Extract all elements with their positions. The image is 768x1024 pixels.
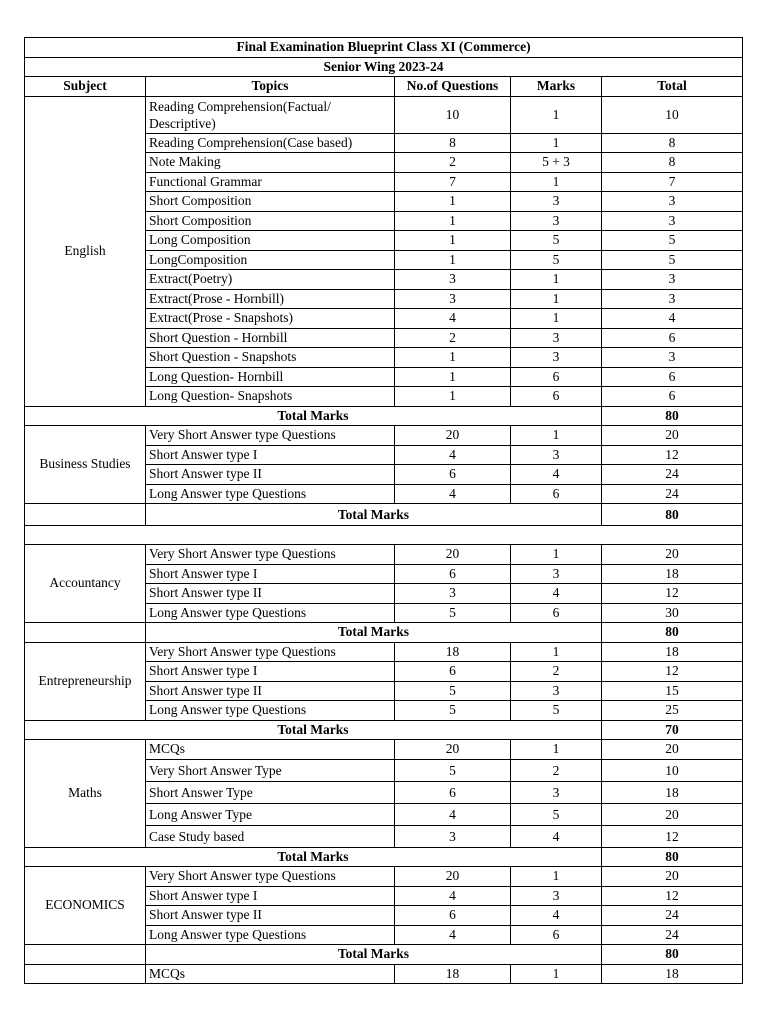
table-row bbox=[25, 642, 743, 662]
subject-cell bbox=[25, 964, 146, 984]
marks-cell: 1 bbox=[511, 270, 602, 290]
questions-cell: 5 bbox=[395, 759, 511, 781]
marks-cell: 3 bbox=[511, 348, 602, 368]
topic-cell: Short Answer type II bbox=[146, 465, 395, 485]
marks-cell: 6 bbox=[511, 484, 602, 504]
questions-cell: 4 bbox=[395, 803, 511, 825]
topic-cell: Case Study based bbox=[146, 825, 395, 847]
total-cell: 10 bbox=[602, 96, 743, 133]
total-marks-row bbox=[25, 623, 743, 643]
blueprint-table bbox=[24, 37, 743, 984]
marks-cell: 1 bbox=[511, 642, 602, 662]
topic-cell: Reading Comprehension(Factual/ Descriptive) bbox=[146, 96, 395, 133]
marks-cell: 1 bbox=[511, 289, 602, 309]
total-cell: 24 bbox=[602, 906, 743, 926]
topic-cell: Short Answer Type bbox=[146, 781, 395, 803]
questions-cell: 20 bbox=[395, 740, 511, 760]
header-subject: Subject bbox=[25, 77, 146, 97]
marks-cell: 1 bbox=[511, 545, 602, 565]
topic-cell: Short Answer type II bbox=[146, 906, 395, 926]
total-cell: 15 bbox=[602, 681, 743, 701]
total-cell: 8 bbox=[602, 133, 743, 153]
topic-cell: Short Answer type I bbox=[146, 564, 395, 584]
total-cell: 6 bbox=[602, 387, 743, 407]
questions-cell: 1 bbox=[395, 367, 511, 387]
total-marks-value: 70 bbox=[602, 720, 743, 740]
topic-cell: Short Answer type I bbox=[146, 886, 395, 906]
topic-cell: Long Answer type Questions bbox=[146, 925, 395, 945]
table-row bbox=[25, 545, 743, 565]
marks-cell: 5 bbox=[511, 803, 602, 825]
header-no-of-questions: No.of Questions bbox=[395, 77, 511, 97]
total-cell: 10 bbox=[602, 759, 743, 781]
questions-cell: 3 bbox=[395, 270, 511, 290]
total-cell: 30 bbox=[602, 603, 743, 623]
marks-cell: 3 bbox=[511, 886, 602, 906]
total-cell: 4 bbox=[602, 309, 743, 329]
total-cell: 12 bbox=[602, 584, 743, 604]
total-cell: 3 bbox=[602, 270, 743, 290]
questions-cell: 18 bbox=[395, 964, 511, 984]
topic-cell: Long Question- Snapshots bbox=[146, 387, 395, 407]
total-cell: 20 bbox=[602, 867, 743, 887]
questions-cell: 5 bbox=[395, 603, 511, 623]
questions-cell: 6 bbox=[395, 906, 511, 926]
total-cell: 12 bbox=[602, 825, 743, 847]
questions-cell: 8 bbox=[395, 133, 511, 153]
header-topics: Topics bbox=[146, 77, 395, 97]
total-marks-label: Total Marks bbox=[25, 847, 602, 867]
total-cell: 20 bbox=[602, 545, 743, 565]
questions-cell: 1 bbox=[395, 250, 511, 270]
questions-cell: 1 bbox=[395, 192, 511, 212]
questions-cell: 1 bbox=[395, 211, 511, 231]
subject-cell: ECONOMICS bbox=[25, 867, 146, 945]
blueprint-sheet bbox=[24, 37, 742, 984]
total-cell: 20 bbox=[602, 426, 743, 446]
questions-cell: 6 bbox=[395, 662, 511, 682]
marks-cell: 6 bbox=[511, 387, 602, 407]
subject-cell: Maths bbox=[25, 740, 146, 848]
questions-cell: 5 bbox=[395, 701, 511, 721]
topic-cell: Very Short Answer type Questions bbox=[146, 426, 395, 446]
marks-cell: 3 bbox=[511, 681, 602, 701]
total-marks-label: Total Marks bbox=[25, 720, 602, 740]
topic-cell: Long Question- Hornbill bbox=[146, 367, 395, 387]
questions-cell: 2 bbox=[395, 153, 511, 173]
total-marks-row bbox=[25, 847, 743, 867]
total-cell: 5 bbox=[602, 250, 743, 270]
marks-cell: 1 bbox=[511, 964, 602, 984]
total-cell: 12 bbox=[602, 886, 743, 906]
total-marks-row bbox=[25, 406, 743, 426]
topic-cell: Very Short Answer type Questions bbox=[146, 867, 395, 887]
questions-cell: 4 bbox=[395, 445, 511, 465]
questions-cell: 6 bbox=[395, 465, 511, 485]
empty-cell bbox=[25, 623, 146, 643]
total-cell: 24 bbox=[602, 484, 743, 504]
topic-cell: MCQs bbox=[146, 964, 395, 984]
marks-cell: 2 bbox=[511, 759, 602, 781]
topic-cell: Short Answer type I bbox=[146, 445, 395, 465]
total-marks-row bbox=[25, 720, 743, 740]
marks-cell: 3 bbox=[511, 564, 602, 584]
marks-cell: 5 bbox=[511, 250, 602, 270]
total-cell: 7 bbox=[602, 172, 743, 192]
topic-cell: Extract(Prose - Hornbill) bbox=[146, 289, 395, 309]
marks-cell: 5 bbox=[511, 231, 602, 251]
marks-cell: 4 bbox=[511, 584, 602, 604]
marks-cell: 3 bbox=[511, 328, 602, 348]
total-cell: 12 bbox=[602, 662, 743, 682]
questions-cell: 4 bbox=[395, 309, 511, 329]
subject-cell: Accountancy bbox=[25, 545, 146, 623]
topic-cell: LongComposition bbox=[146, 250, 395, 270]
topic-cell: Short Question - Hornbill bbox=[146, 328, 395, 348]
topic-cell: Extract(Prose - Snapshots) bbox=[146, 309, 395, 329]
table-row bbox=[25, 964, 743, 984]
marks-cell: 5 + 3 bbox=[511, 153, 602, 173]
marks-cell: 1 bbox=[511, 172, 602, 192]
marks-cell: 4 bbox=[511, 825, 602, 847]
marks-cell: 1 bbox=[511, 867, 602, 887]
total-cell: 3 bbox=[602, 211, 743, 231]
spacer-row bbox=[25, 526, 743, 545]
total-marks-value: 80 bbox=[602, 623, 743, 643]
questions-cell: 20 bbox=[395, 867, 511, 887]
subject-cell: Entrepreneurship bbox=[25, 642, 146, 720]
header-marks: Marks bbox=[511, 77, 602, 97]
total-cell: 6 bbox=[602, 328, 743, 348]
subject-cell: English bbox=[25, 96, 146, 406]
total-cell: 5 bbox=[602, 231, 743, 251]
questions-cell: 10 bbox=[395, 96, 511, 133]
topic-cell: Functional Grammar bbox=[146, 172, 395, 192]
marks-cell: 5 bbox=[511, 701, 602, 721]
marks-cell: 4 bbox=[511, 906, 602, 926]
total-cell: 3 bbox=[602, 348, 743, 368]
header-total: Total bbox=[602, 77, 743, 97]
total-cell: 20 bbox=[602, 740, 743, 760]
questions-cell: 3 bbox=[395, 289, 511, 309]
table-row bbox=[25, 96, 743, 133]
table-row bbox=[25, 740, 743, 760]
subject-cell: Business Studies bbox=[25, 426, 146, 504]
questions-cell: 18 bbox=[395, 642, 511, 662]
questions-cell: 3 bbox=[395, 825, 511, 847]
questions-cell: 5 bbox=[395, 681, 511, 701]
topic-cell: Short Composition bbox=[146, 211, 395, 231]
questions-cell: 4 bbox=[395, 886, 511, 906]
questions-cell: 1 bbox=[395, 387, 511, 407]
marks-cell: 2 bbox=[511, 662, 602, 682]
topic-cell: Short Composition bbox=[146, 192, 395, 212]
total-marks-value: 80 bbox=[602, 504, 743, 526]
topic-cell: Short Answer type I bbox=[146, 662, 395, 682]
total-cell: 24 bbox=[602, 925, 743, 945]
topic-cell: MCQs bbox=[146, 740, 395, 760]
topic-cell: Short Answer type II bbox=[146, 584, 395, 604]
questions-cell: 4 bbox=[395, 484, 511, 504]
questions-cell: 6 bbox=[395, 781, 511, 803]
empty-cell bbox=[25, 504, 146, 526]
topic-cell: Long Answer Type bbox=[146, 803, 395, 825]
total-cell: 18 bbox=[602, 781, 743, 803]
marks-cell: 3 bbox=[511, 445, 602, 465]
total-marks-value: 80 bbox=[602, 847, 743, 867]
topic-cell: Note Making bbox=[146, 153, 395, 173]
marks-cell: 1 bbox=[511, 133, 602, 153]
marks-cell: 6 bbox=[511, 367, 602, 387]
questions-cell: 2 bbox=[395, 328, 511, 348]
marks-cell: 3 bbox=[511, 192, 602, 212]
questions-cell: 6 bbox=[395, 564, 511, 584]
marks-cell: 1 bbox=[511, 740, 602, 760]
total-marks-label: Total Marks bbox=[146, 623, 602, 643]
questions-cell: 20 bbox=[395, 545, 511, 565]
questions-cell: 20 bbox=[395, 426, 511, 446]
questions-cell: 1 bbox=[395, 231, 511, 251]
marks-cell: 1 bbox=[511, 309, 602, 329]
total-marks-label: Total Marks bbox=[146, 945, 602, 965]
total-cell: 18 bbox=[602, 564, 743, 584]
topic-cell: Very Short Answer type Questions bbox=[146, 545, 395, 565]
table-row bbox=[25, 426, 743, 446]
marks-cell: 6 bbox=[511, 925, 602, 945]
marks-cell: 3 bbox=[511, 211, 602, 231]
total-marks-label: Total Marks bbox=[146, 504, 602, 526]
total-cell: 12 bbox=[602, 445, 743, 465]
total-cell: 20 bbox=[602, 803, 743, 825]
table-title: Final Examination Blueprint Class XI (Commerce) bbox=[25, 38, 743, 58]
questions-cell: 1 bbox=[395, 348, 511, 368]
topic-cell: Short Question - Snapshots bbox=[146, 348, 395, 368]
table-row bbox=[25, 867, 743, 887]
questions-cell: 4 bbox=[395, 925, 511, 945]
total-cell: 18 bbox=[602, 642, 743, 662]
total-cell: 3 bbox=[602, 192, 743, 212]
total-cell: 25 bbox=[602, 701, 743, 721]
total-cell: 18 bbox=[602, 964, 743, 984]
questions-cell: 7 bbox=[395, 172, 511, 192]
marks-cell: 3 bbox=[511, 781, 602, 803]
spacer-cell bbox=[25, 526, 743, 545]
total-marks-value: 80 bbox=[602, 945, 743, 965]
empty-cell bbox=[25, 945, 146, 965]
marks-cell: 6 bbox=[511, 603, 602, 623]
topic-cell: Long Answer type Questions bbox=[146, 701, 395, 721]
marks-cell: 1 bbox=[511, 96, 602, 133]
topic-cell: Long Composition bbox=[146, 231, 395, 251]
questions-cell: 3 bbox=[395, 584, 511, 604]
topic-cell: Extract(Poetry) bbox=[146, 270, 395, 290]
topic-cell: Reading Comprehension(Case based) bbox=[146, 133, 395, 153]
total-marks-value: 80 bbox=[602, 406, 743, 426]
topic-cell: Very Short Answer type Questions bbox=[146, 642, 395, 662]
topic-cell: Long Answer type Questions bbox=[146, 603, 395, 623]
total-cell: 8 bbox=[602, 153, 743, 173]
topic-cell: Long Answer type Questions bbox=[146, 484, 395, 504]
total-marks-row bbox=[25, 504, 743, 526]
total-cell: 3 bbox=[602, 289, 743, 309]
marks-cell: 4 bbox=[511, 465, 602, 485]
topic-cell: Very Short Answer Type bbox=[146, 759, 395, 781]
total-marks-label: Total Marks bbox=[25, 406, 602, 426]
total-cell: 6 bbox=[602, 367, 743, 387]
total-marks-row bbox=[25, 945, 743, 965]
table-subtitle: Senior Wing 2023-24 bbox=[25, 57, 743, 77]
marks-cell: 1 bbox=[511, 426, 602, 446]
topic-cell: Short Answer type II bbox=[146, 681, 395, 701]
total-cell: 24 bbox=[602, 465, 743, 485]
